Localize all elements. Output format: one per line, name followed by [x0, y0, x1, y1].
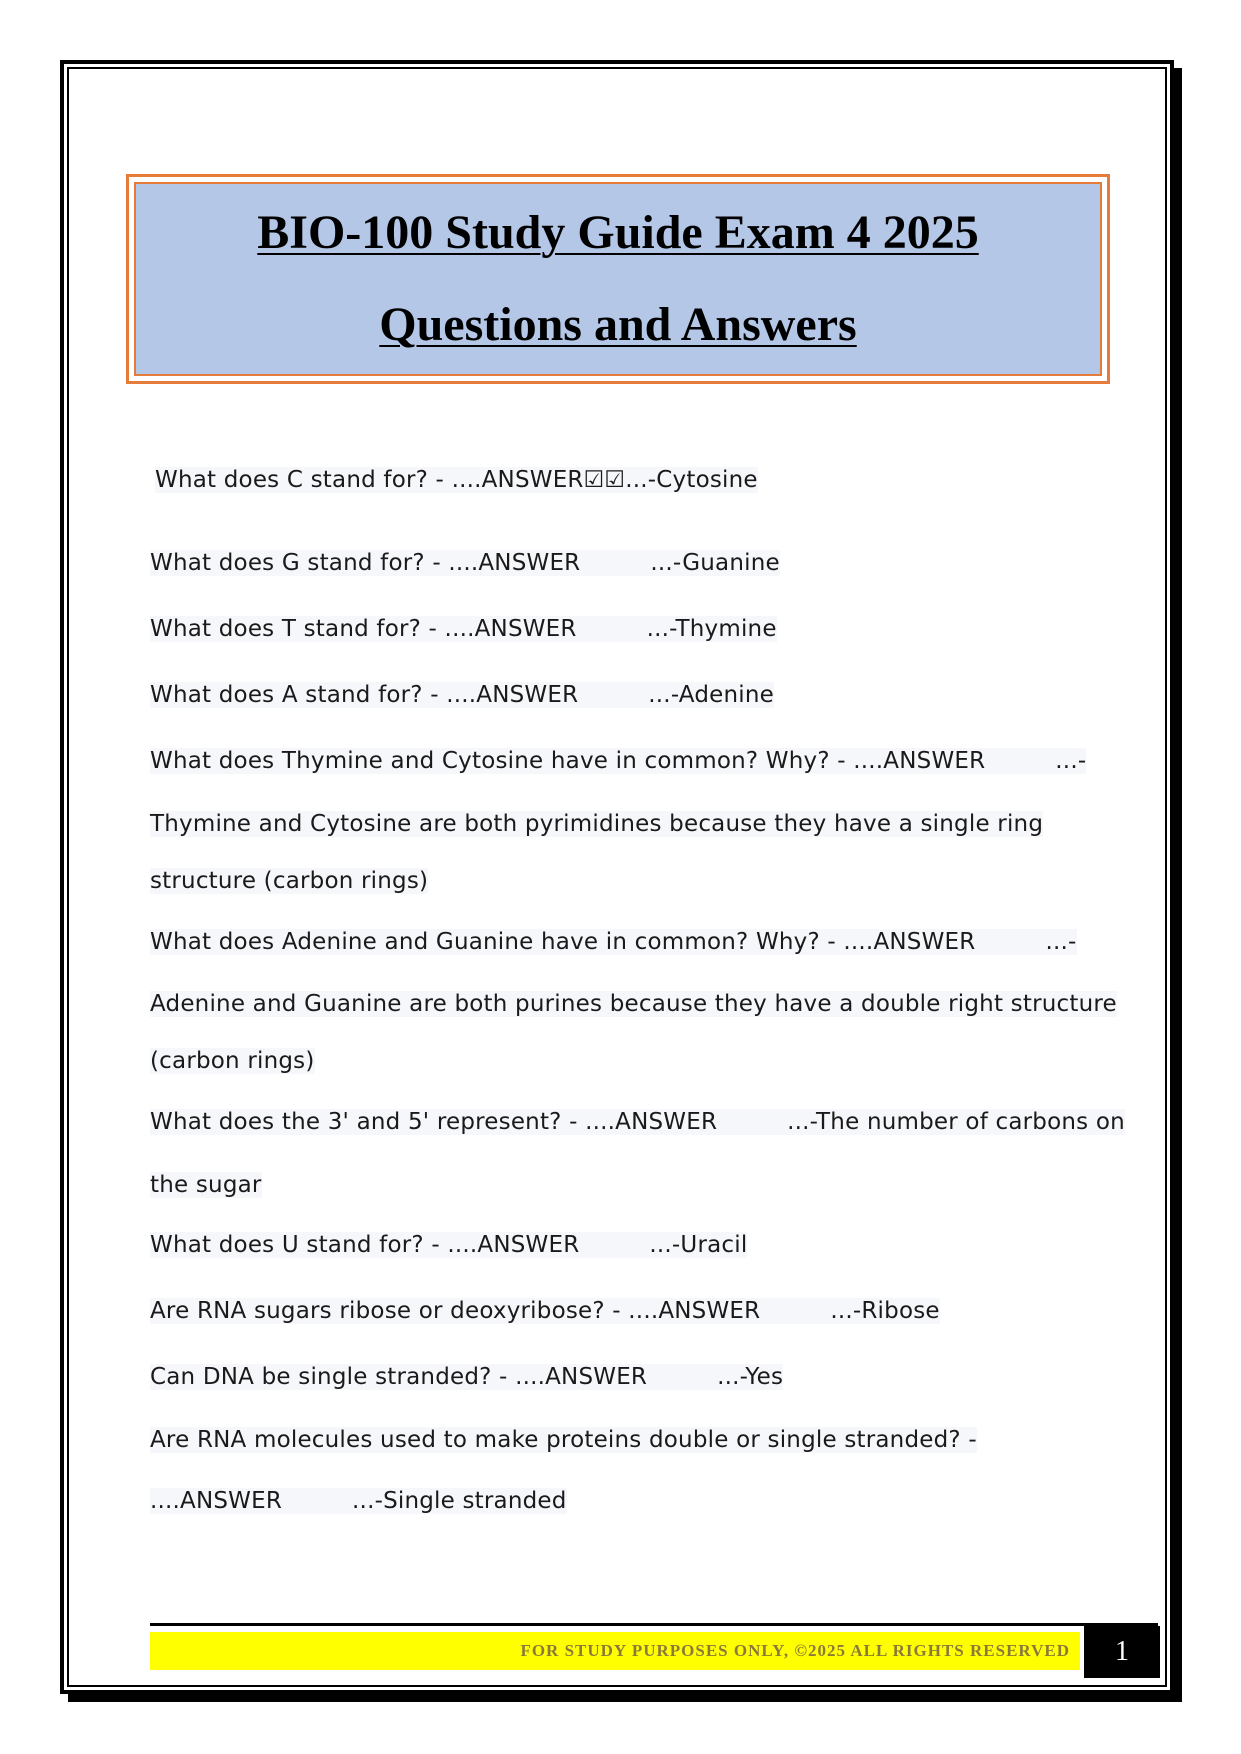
footer-band: [150, 1632, 1080, 1670]
qa-line: What does U stand for? - ....ANSWER ...-Uracil: [150, 1232, 748, 1258]
footer-text: FOR STUDY PURPOSES ONLY, ©2025 ALL RIGHTS RESERVED: [520, 1641, 1070, 1660]
qa-line: What does the 3' and 5' represent? - ....ANSWER ...-The number of carbons on: [150, 1109, 1125, 1135]
qa-line: Are RNA sugars ribose or deoxyribose? - ....ANSWER ...-Ribose: [150, 1298, 940, 1324]
qa-line: What does Adenine and Guanine have in common? Why? - ....ANSWER ...-: [150, 929, 1077, 955]
qa-line: the sugar: [150, 1172, 262, 1198]
qa-line: Adenine and Guanine are both purines because they have a double right structure: [150, 991, 1117, 1017]
qa-line: What does T stand for? - ....ANSWER ...-Thymine: [150, 616, 777, 642]
qa-line: What does Thymine and Cytosine have in common? Why? - ....ANSWER ...-: [150, 748, 1087, 774]
qa-line: structure (carbon rings): [150, 868, 429, 894]
title-box: [126, 174, 1110, 384]
qa-line: What does C stand for? - ....ANSWER☑☑...-Cytosine: [155, 467, 758, 493]
qa-line: (carbon rings): [150, 1048, 315, 1074]
title-line-2: Questions and Answers: [379, 298, 857, 351]
qa-line: ....ANSWER ...-Single stranded: [150, 1488, 567, 1514]
qa-line: Can DNA be single stranded? - ....ANSWER ...-Yes: [150, 1364, 784, 1390]
qa-line: What does A stand for? - ....ANSWER ...-Adenine: [150, 682, 774, 708]
qa-line: What does G stand for? - ....ANSWER ...-Guanine: [150, 550, 780, 576]
qa-line: Thymine and Cytosine are both pyrimidines because they have a single ring: [150, 811, 1044, 837]
page-number: 1: [1084, 1626, 1160, 1678]
footer-rule: [150, 1623, 1158, 1626]
title-line-1: BIO-100 Study Guide Exam 4 2025: [257, 206, 979, 259]
qa-line: Are RNA molecules used to make proteins double or single stranded? -: [150, 1427, 977, 1453]
